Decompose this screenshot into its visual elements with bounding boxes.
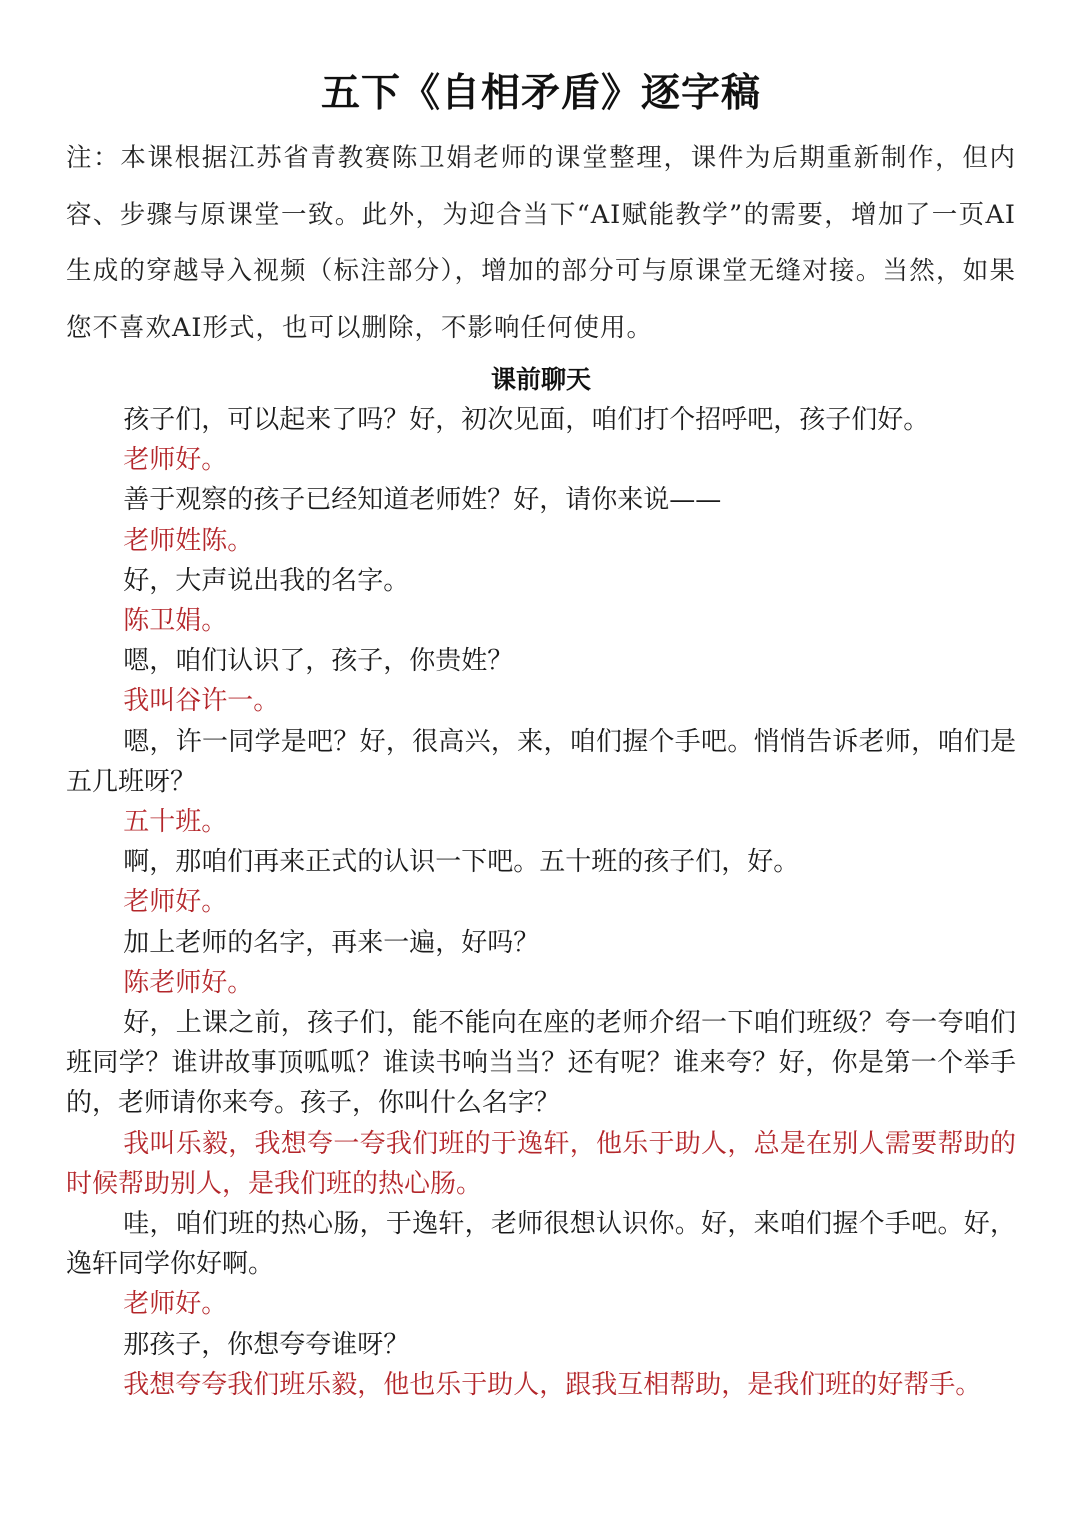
student-line: 我叫乐毅，我想夸一夸我们班的于逸轩，他乐于助人，总是在别人需要帮助的时候帮助别人，是我们班的热心肠。	[66, 1128, 1016, 1199]
student-line: 我叫谷许一。	[123, 686, 280, 717]
preface-note: 注：本课根据江苏省青教赛陈卫娟老师的课堂整理，课件为后期重新制作，但内容、步骤与原课堂一致。此外，为迎合当下“AI赋能教学”的需要，增加了一页AI生成的穿越导入视频（标注部分），增加的部分可与原课堂无缝对接。当然，如果您不喜欢AI形式，也可以删除，不影响任何使用。	[66, 143, 1016, 343]
teacher-line: 孩子们，可以起来了吗？好，初次见面，咱们打个招呼吧，孩子们好。	[123, 405, 930, 435]
teacher-line: 嗯，咱们认识了，孩子，你贵姓？	[123, 646, 514, 677]
teacher-line: 嗯，许一同学是吧？好，很高兴，来，咱们握个手吧。悄悄告诉老师，咱们是五几班呀？	[66, 726, 1016, 797]
student-line: 老师好。	[123, 1289, 228, 1320]
document-page	[66, 0, 1016, 1405]
dialogue-transcript	[66, 400, 1016, 1405]
teacher-line: 加上老师的名字，再来一遍，好吗？	[123, 927, 540, 958]
student-line: 五十班。	[123, 807, 228, 838]
teacher-line: 好，大声说出我的名字。	[123, 565, 410, 596]
student-line: 陈老师好。	[123, 967, 254, 998]
student-line: 老师好。	[123, 887, 228, 918]
teacher-line: 那孩子，你想夸夸谁呀？	[123, 1329, 410, 1360]
teacher-line: 啊，那咱们再来正式的认识一下吧。五十班的孩子们，好。	[123, 847, 800, 878]
document-title: 五下《自相矛盾》逐字稿	[320, 71, 761, 116]
student-line: 老师好。	[123, 445, 228, 476]
section-heading: 课前聊天	[490, 365, 591, 394]
student-line: 老师姓陈。	[123, 525, 254, 556]
student-line: 我想夸夸我们班乐毅，他也乐于助人，跟我互相帮助，是我们班的好帮手。	[123, 1369, 982, 1400]
teacher-line: 好，上课之前，孩子们，能不能向在座的老师介绍一下咱们班级？夸一夸咱们班同学？谁讲故事顶呱呱？谁读书响当当？还有呢？谁来夸？好，你是第一个举手的，老师请你来夸。孩子，你叫什么名字？	[66, 1008, 1016, 1119]
teacher-line: 善于观察的孩子已经知道老师姓？好，请你来说——	[123, 485, 722, 516]
student-line: 陈卫娟。	[123, 606, 228, 637]
teacher-line: 哇，咱们班的热心肠，于逸轩，老师很想认识你。好，来咱们握个手吧。好，逸轩同学你好啊。	[66, 1209, 1016, 1280]
